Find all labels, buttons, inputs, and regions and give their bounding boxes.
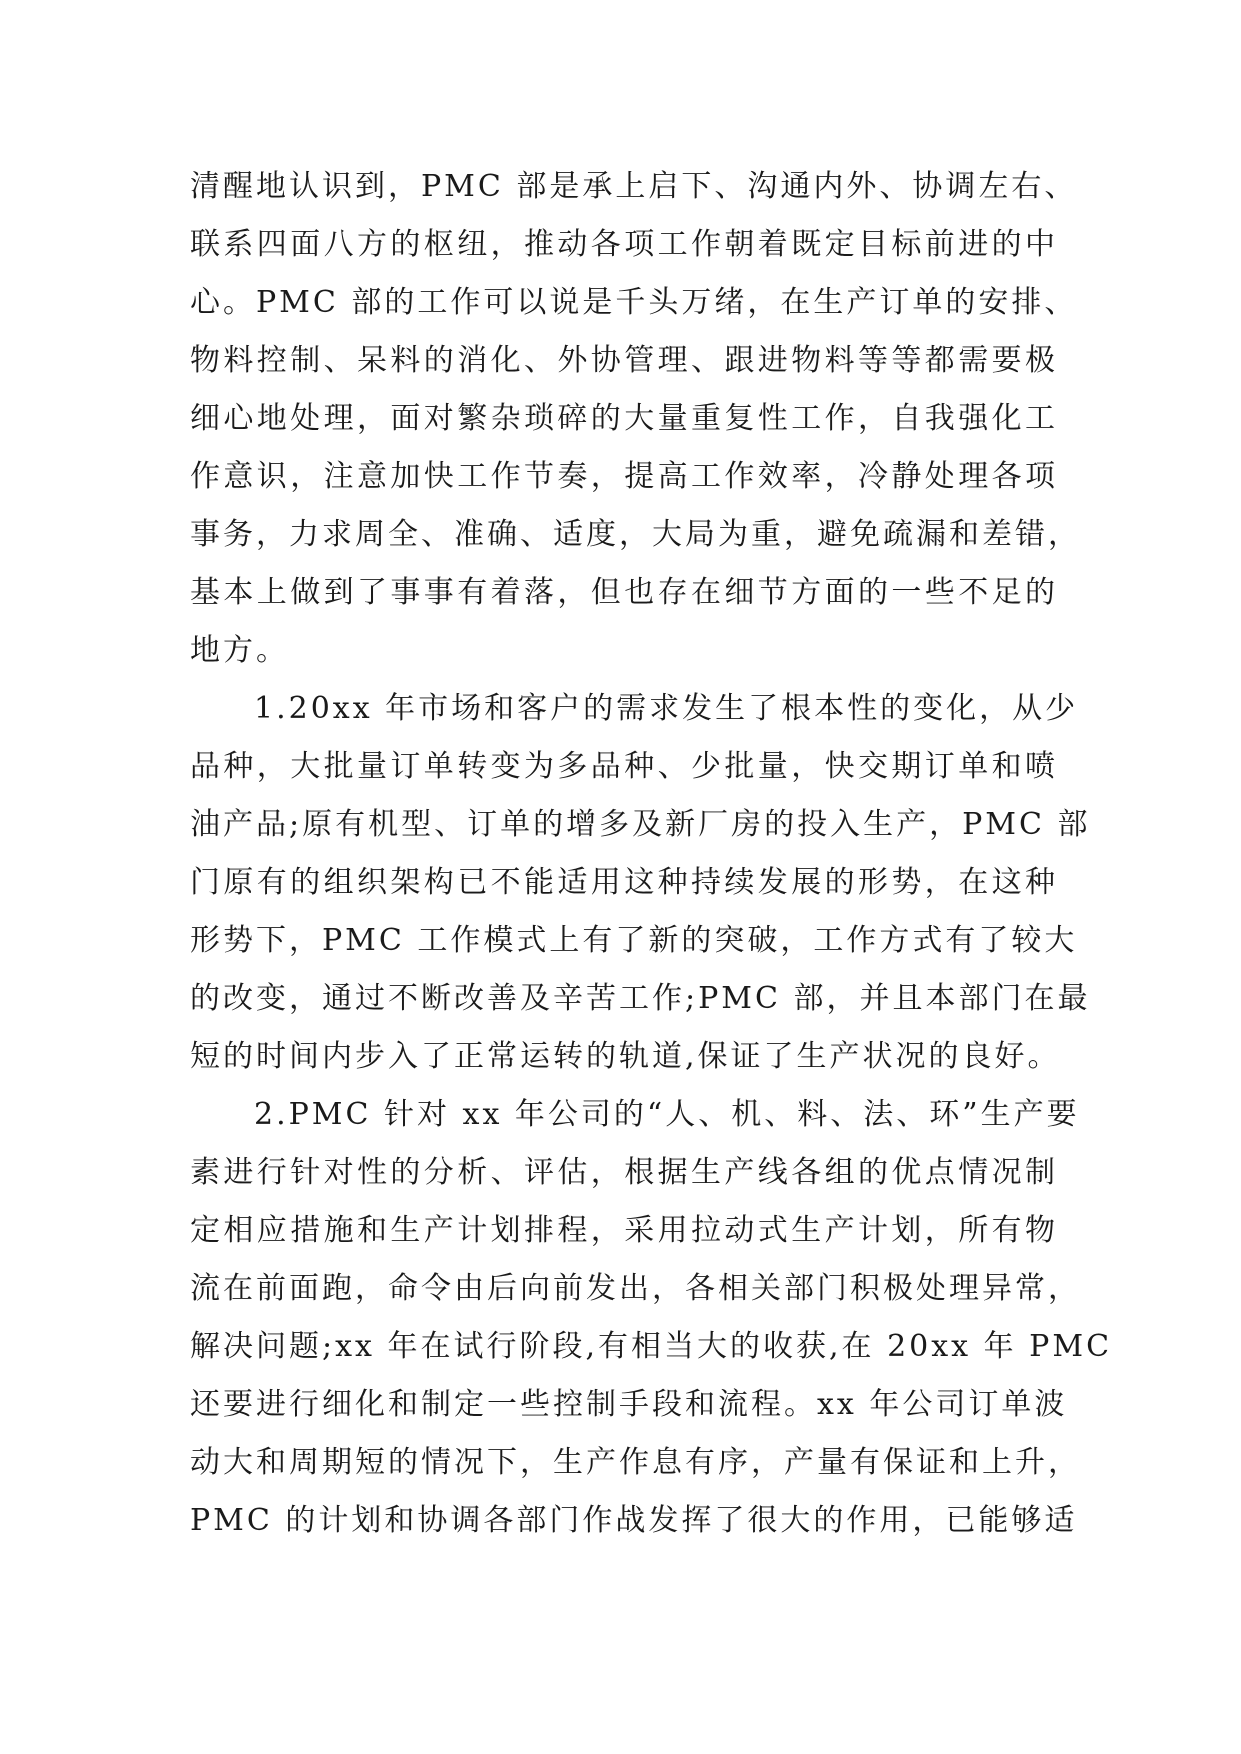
text-line: 物料控制、呆料的消化、外协管理、跟进物料等等都需要极 <box>190 343 1058 378</box>
text-line: 油产品;原有机型、订单的增多及新厂房的投入生产，PMC 部 <box>190 807 1091 842</box>
text-line: 定相应措施和生产计划排程，采用拉动式生产计划，所有物 <box>190 1213 1058 1248</box>
text-line: 形势下，PMC 工作模式上有了新的突破，工作方式有了较大 <box>190 923 1078 958</box>
text-line: 2.PMC 针对 xx 年公司的“人、机、料、法、环”生产要 <box>254 1097 1080 1132</box>
paragraph-1 <box>190 158 1081 680</box>
text-line: 短的时间内步入了正常运转的轨道,保证了生产状况的良好。 <box>190 1039 1061 1074</box>
text-line: 流在前面跑，命令由后向前发出，各相关部门积极处理异常， <box>190 1271 1081 1306</box>
text-line: 素进行针对性的分析、评估，根据生产线各组的优点情况制 <box>190 1155 1058 1190</box>
text-line: 作意识，注意加快工作节奏，提高工作效率，冷静处理各项 <box>190 459 1058 494</box>
text-line: 门原有的组织架构已不能适用这种持续发展的形势，在这种 <box>190 865 1058 900</box>
text-line: PMC 的计划和协调各部门作战发挥了很大的作用，已能够适 <box>190 1503 1078 1538</box>
text-line: 清醒地认识到，PMC 部是承上启下、沟通内外、协调左右、 <box>190 169 1078 204</box>
text-line: 的改变，通过不断改善及辛苦工作;PMC 部，并且本部门在最 <box>190 981 1091 1016</box>
text-line: 心。PMC 部的工作可以说是千头万绪，在生产订单的安排、 <box>190 285 1078 320</box>
paragraph-2 <box>190 680 1091 1086</box>
document-body <box>190 158 1113 1550</box>
text-line: 品种，大批量订单转变为多品种、少批量，快交期订单和喷 <box>190 749 1058 784</box>
text-line: 解决问题;xx 年在试行阶段,有相当大的收获,在 20xx 年 PMC <box>190 1329 1113 1364</box>
text-line: 基本上做到了事事有着落，但也存在细节方面的一些不足的 <box>190 575 1058 610</box>
text-line: 联系四面八方的枢纽，推动各项工作朝着既定目标前进的中 <box>190 227 1058 262</box>
text-line: 事务，力求周全、准确、适度，大局为重，避免疏漏和差错， <box>190 517 1081 552</box>
text-line: 还要进行细化和制定一些控制手段和流程。xx 年公司订单波 <box>190 1387 1068 1422</box>
text-line: 地方。 <box>190 633 289 668</box>
text-line: 细心地处理，面对繁杂琐碎的大量重复性工作，自我强化工 <box>190 401 1058 436</box>
text-line: 1.20xx 年市场和客户的需求发生了根本性的变化，从少 <box>254 691 1079 726</box>
paragraph-3 <box>190 1086 1113 1550</box>
text-line: 动大和周期短的情况下，生产作息有序，产量有保证和上升， <box>190 1445 1081 1480</box>
